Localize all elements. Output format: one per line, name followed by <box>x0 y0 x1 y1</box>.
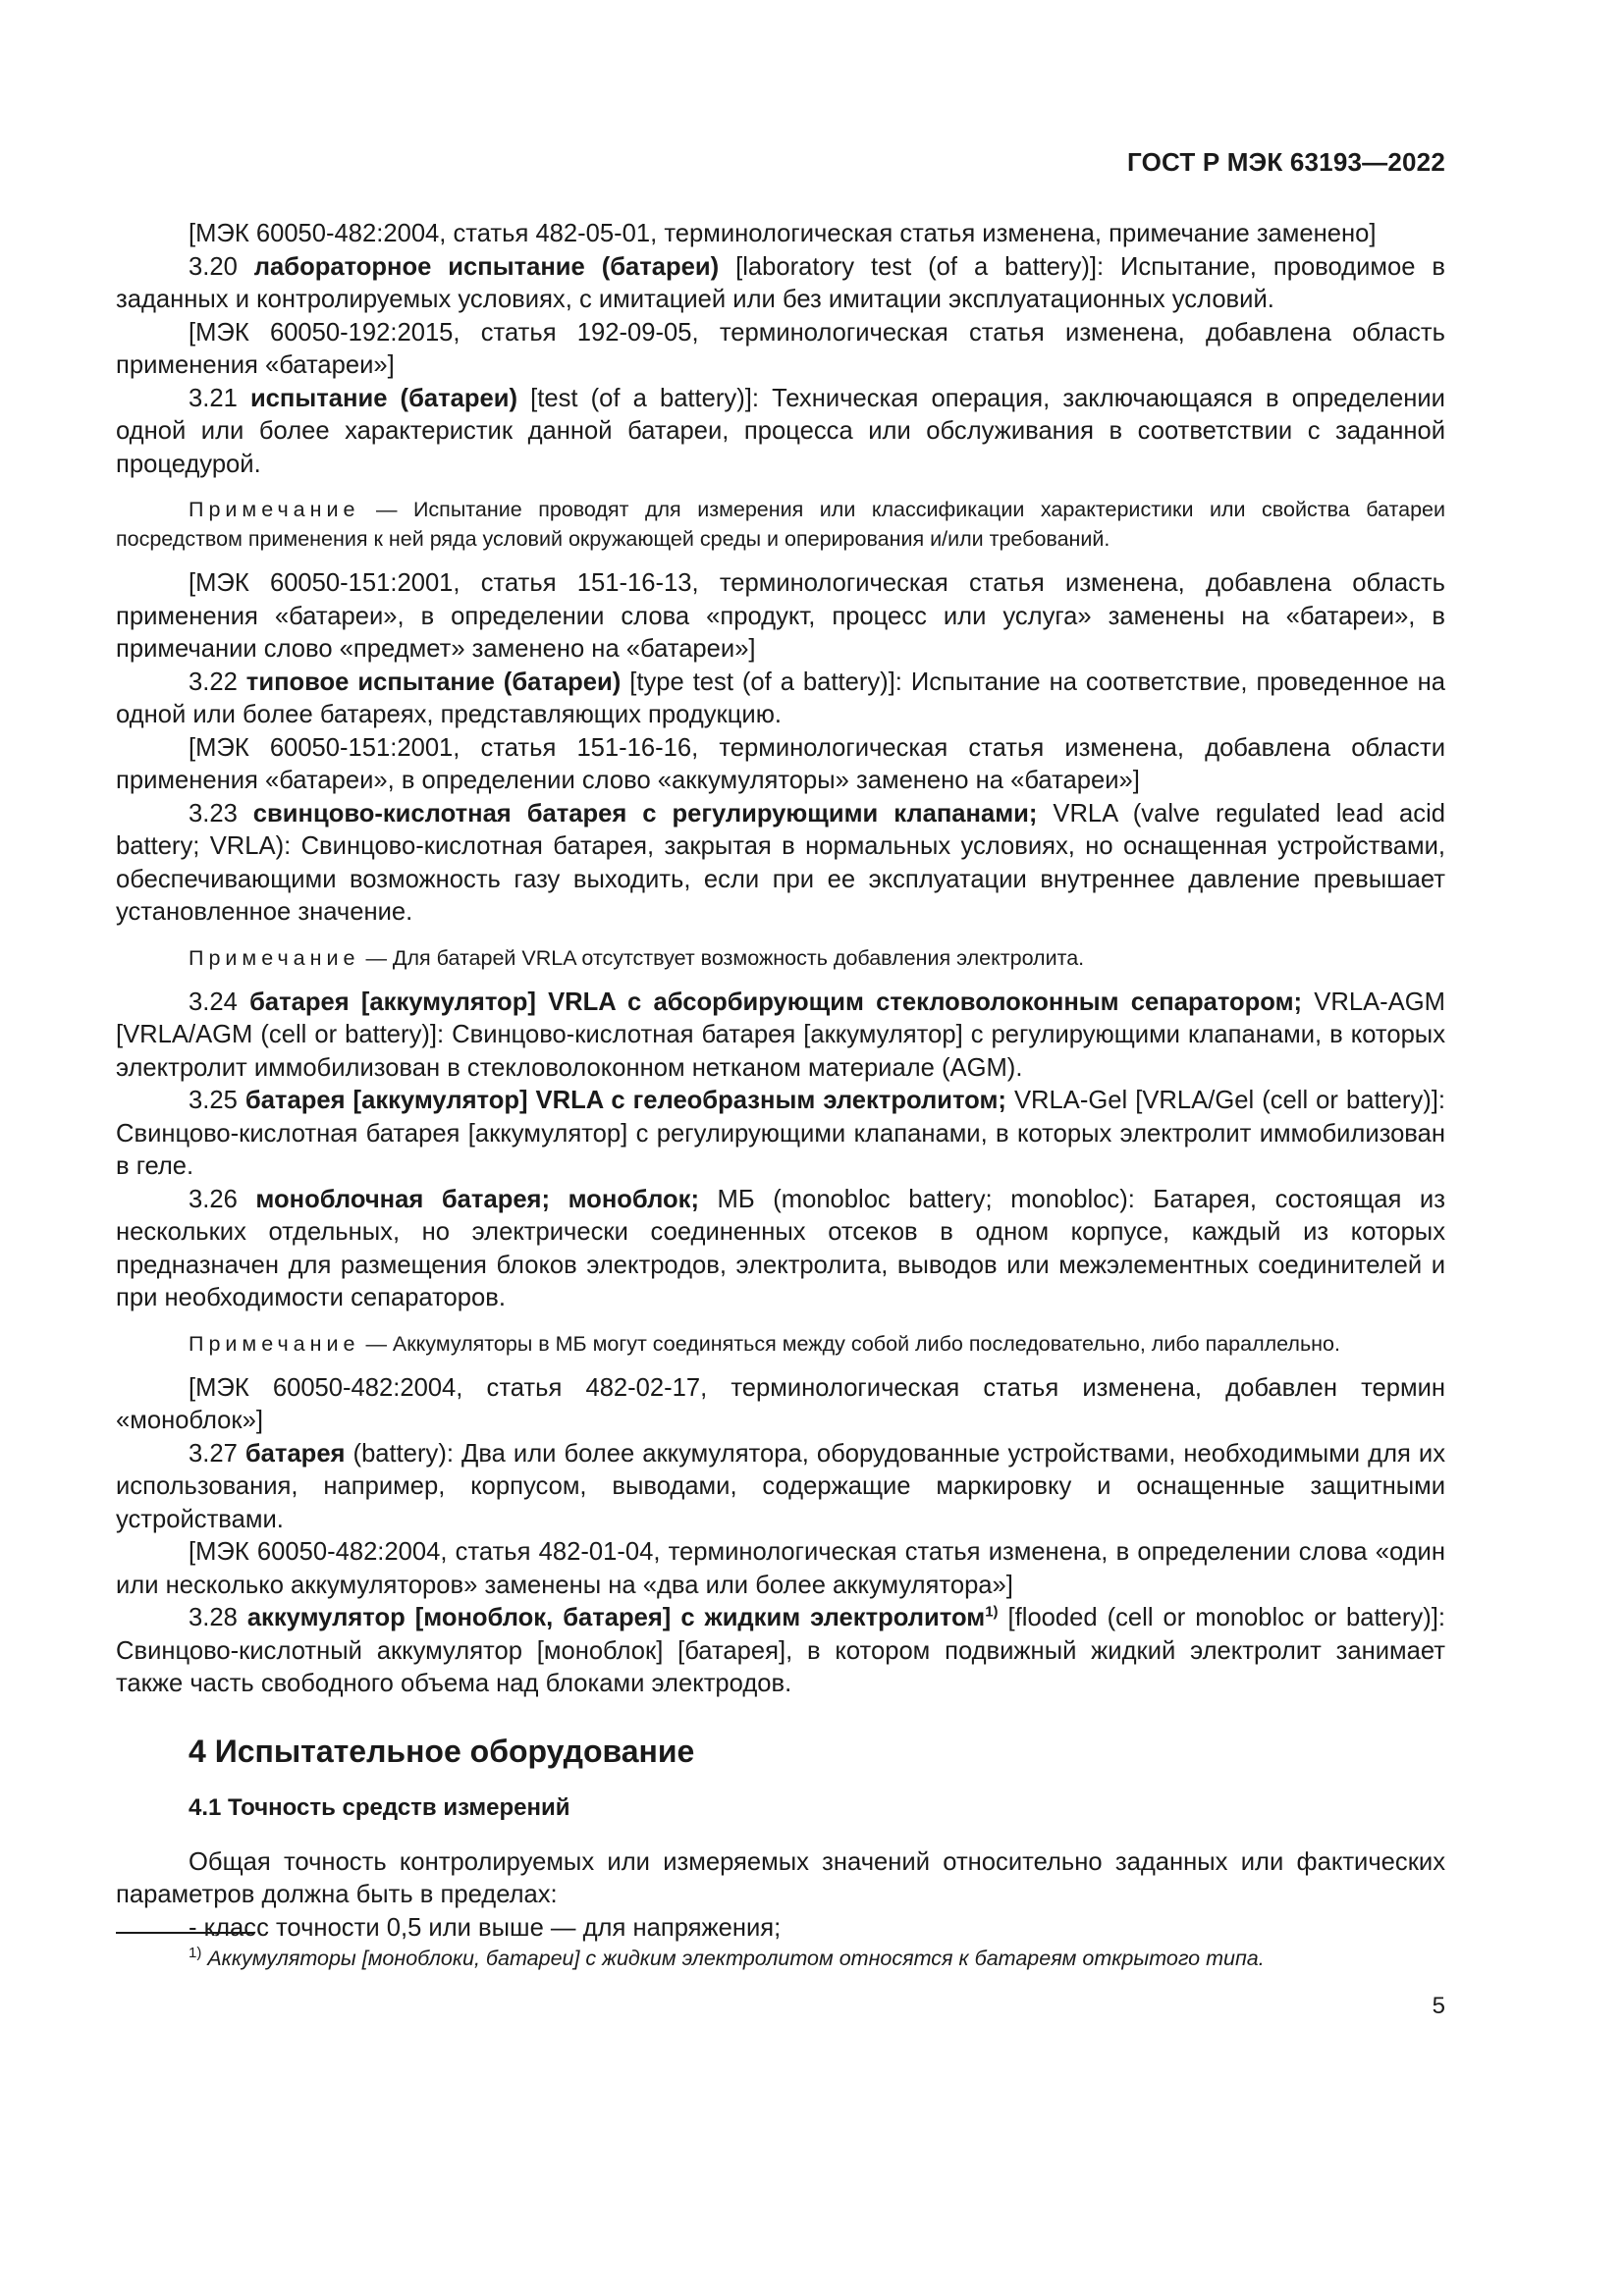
source-text: [МЭК 60050-151:2001, статья 151-16-16, терминологическая статья изменена, добавлена области применения «батареи», в определении слово «аккумуляторы» заменено на «батареи»] <box>116 733 1445 794</box>
term-name: испытание (батареи) <box>249 384 518 412</box>
term-number: 3.20 <box>189 252 238 281</box>
term-number: 3.25 <box>189 1087 238 1114</box>
source-reference <box>116 1536 1445 1602</box>
term-entry-3-20 <box>116 251 1445 317</box>
term-number: 3.28 <box>189 1604 238 1631</box>
document-page <box>116 0 1445 2296</box>
source-reference <box>116 567 1445 667</box>
term-definition: [type test (of a battery)]: Испытание на соответствие, проведенное на одной или более батареях, представляющих продукцию. <box>116 667 1445 728</box>
term-name: типовое испытание (батареи) <box>245 667 622 696</box>
term-entry-3-22 <box>116 667 1445 732</box>
page-number: 5 <box>1432 1993 1445 2019</box>
document-body <box>116 218 1445 1945</box>
term-name: лабораторное испытание (батареи) <box>253 252 720 281</box>
note <box>116 943 1445 973</box>
section-heading-4: 4 Испытательное оборудование <box>189 1733 695 1769</box>
note-label: Примечание <box>189 945 360 970</box>
term-definition: [flooded (cell or monobloc or battery)]: Свинцово-кислотный аккумулятор [моноблок] [батарея], в котором подвижный жидкий электролит занимает также часть свободного объема над блоками электродов. <box>116 1604 1445 1697</box>
note-label: Примечание <box>189 498 360 521</box>
term-definition: VRLA (valve regulated lead acid battery; VRLA): Свинцово-кислотная батарея, закрытая в нормальных условиях, но оснащенная устройствами, обеспечивающими возможность газу выходить, если при ее эксплуатации внутреннее давление превышает установленное значение. <box>116 799 1445 926</box>
footnote <box>189 1944 1445 1973</box>
term-name: батарея [аккумулятор] VRLA с гелеобразным электролитом; <box>244 1087 1006 1114</box>
term-entry-3-25 <box>116 1085 1445 1184</box>
term-name: моноблочная батарея; моноблок; <box>255 1185 699 1213</box>
note <box>116 1329 1445 1359</box>
term-name: батарея [аккумулятор] VRLA с абсорбирующим стекловолоконным сепаратором; <box>249 988 1303 1016</box>
source-reference <box>116 317 1445 383</box>
term-definition: [laboratory test (of a battery)]: Испытание, проводимое в заданных и контролируемых условиях, с имитацией или без имитации эксплуатационных условий. <box>116 252 1445 313</box>
term-definition: МБ (monobloc battery; monobloc): Батарея, состоящая из нескольких отдельных, но электрически соединенных отсеков в одном корпусе, каждый из которых предназначен для размещения блоков электродов, электролита, выводов или межэлементных соединителей и при необходимости сепараторов. <box>116 1185 1445 1311</box>
term-definition: VRLA-Gel [VRLA/Gel (cell or battery)]: Свинцово-кислотная батарея [аккумулятор] с регулирующими клапанами, в которых электролит иммобилизован в геле. <box>116 1087 1445 1180</box>
term-definition: (battery): Два или более аккумулятора, оборудованные устройствами, необходимыми для их использования, например, корпусом, выводами, содержащие маркировку и оснащенные защитными устройствами. <box>116 1439 1445 1533</box>
source-reference <box>116 1372 1445 1438</box>
note <box>116 495 1445 554</box>
footnote-reference[interactable]: 1) <box>985 1603 999 1621</box>
source-text: [МЭК 60050-151:2001, статья 151-16-13, терминологическая статья изменена, добавлена область применения «батареи», в определении слова «продукт, процесс или услуга» заменены на «батареи», в примечании слово «предмет» заменено на «батареи»] <box>116 569 1445 663</box>
footnotes <box>116 1932 1445 1973</box>
term-entry-3-21 <box>116 383 1445 482</box>
term-entry-3-26 <box>116 1184 1445 1315</box>
term-name: батарея <box>244 1439 346 1468</box>
term-name <box>247 1604 999 1631</box>
term-entry-3-24 <box>116 987 1445 1086</box>
term-number: 3.24 <box>189 988 238 1016</box>
note-label: Примечание <box>189 1331 360 1356</box>
subsection-heading-4-1: 4.1 Точность средств измерений <box>189 1793 570 1821</box>
source-text: [МЭК 60050-482:2004, статья 482-02-17, терминологическая статья изменена, добавлен термин «моноблок»] <box>116 1373 1445 1434</box>
source-reference <box>116 218 1445 251</box>
term-definition: [test (of a battery)]: Техническая операция, заключающаяся в определении одной или более характеристик данной батареи, процесса или обслуживания в соответствии с заданной процедурой. <box>116 384 1445 478</box>
term-entry-3-27 <box>116 1438 1445 1537</box>
term-name-text: аккумулятор [моноблок, батарея] с жидким электролитом <box>246 1604 986 1631</box>
term-number: 3.27 <box>189 1439 238 1468</box>
source-text: [МЭК 60050-482:2004, статья 482-01-04, терминологическая статья изменена, в определении слова «один или несколько аккумуляторов» заменены на «два или более аккумулятора»] <box>116 1538 1445 1599</box>
source-text: [МЭК 60050-192:2015, статья 192-09-05, терминологическая статья изменена, добавлена область применения «батареи»] <box>116 318 1445 379</box>
paragraph-text: Общая точность контролируемых или измеряемых значений относительно заданных или фактических параметров должна быть в пределах: <box>116 1847 1445 1908</box>
term-number: 3.26 <box>189 1185 238 1213</box>
section-paragraph <box>116 1846 1445 1912</box>
footnote-divider <box>116 1932 253 1934</box>
note-text: — Для батарей VRLA отсутствует возможность добавления электролита. <box>365 945 1085 970</box>
term-number: 3.22 <box>189 667 238 696</box>
footnote-text: Аккумуляторы [моноблоки, батареи] с жидким электролитом относятся к батареям открытого типа. <box>207 1947 1265 1970</box>
footnote-mark: 1) <box>189 1944 202 1961</box>
note-text: — Испытание проводят для измерения или классификации характеристики или свойства батареи посредством применения к ней ряда условий окружающей среды и оперирования и/или требований. <box>116 498 1445 551</box>
term-number: 3.23 <box>189 799 238 828</box>
term-number: 3.21 <box>189 384 238 412</box>
term-entry-3-23 <box>116 798 1445 930</box>
term-entry-3-28 <box>116 1602 1445 1701</box>
note-text: — Аккумуляторы в МБ могут соединяться между собой либо последовательно, либо параллельно. <box>365 1331 1340 1356</box>
list-item-text: - класс точности 0,5 или выше — для напряжения; <box>189 1913 782 1942</box>
term-name: свинцово-кислотная батарея с регулирующими клапанами; <box>252 799 1038 828</box>
term-definition: VRLA-AGM [VRLA/AGM (cell or battery)]: Свинцово-кислотная батарея [аккумулятор] с регулирующими клапанами, в которых электролит иммобилизован в стекловолоконном нетканом материале (AGM). <box>116 988 1445 1082</box>
standard-header: ГОСТ Р МЭК 63193—2022 <box>1126 147 1445 177</box>
source-reference <box>116 732 1445 798</box>
source-text: [МЭК 60050-482:2004, статья 482-05-01, терминологическая статья изменена, примечание заменено] <box>189 220 1377 247</box>
